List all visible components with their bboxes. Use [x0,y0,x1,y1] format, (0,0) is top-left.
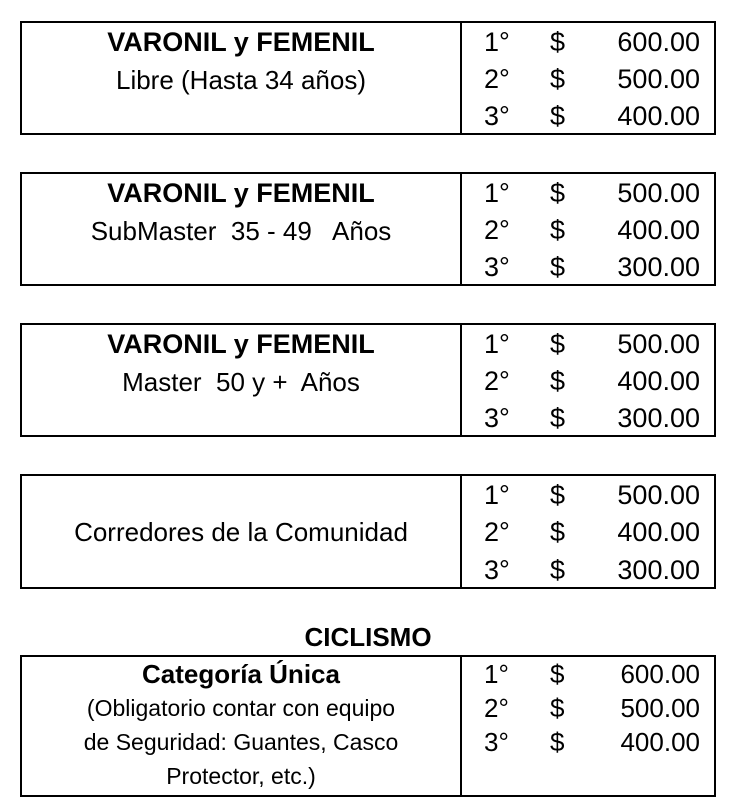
prize-block-master [20,323,716,437]
prize-place: 1° [484,659,509,689]
prize-currency: $ [550,659,565,689]
prize-amount: 400.00 [617,101,700,131]
prize-row [462,23,714,61]
prize-amount: 500.00 [617,329,700,359]
prize-block-libre [20,21,716,135]
prize-currency: $ [550,517,566,547]
prize-amount: 300.00 [617,403,700,433]
prize-amount: 500.00 [620,693,700,723]
prize-row [462,248,714,286]
prize-row [462,97,714,135]
category-note-line: de Seguridad: Guantes, Casco [83,729,399,755]
prize-currency: $ [550,27,566,57]
prize-amount: 500.00 [617,178,700,208]
prize-row [462,725,714,759]
prize-amount: 400.00 [617,215,700,245]
category-subtitle: Master 50 y + Años [122,367,360,397]
prize-block-ciclismo [20,655,716,797]
prize-place: 1° [484,27,510,57]
prizes-cell [462,476,714,587]
prize-currency: $ [550,403,566,433]
prize-row [462,399,714,437]
prize-place: 2° [484,215,510,245]
category-cell [22,23,462,133]
prize-row [462,60,714,98]
category-title: Categoría Única [142,659,340,689]
prize-currency: $ [550,727,565,757]
prize-block-submaster [20,172,716,286]
prizes-cell [462,23,714,133]
prize-place: 3° [484,252,510,282]
prize-place: 3° [484,555,510,585]
category-cell [22,657,462,795]
category-note-line: (Obligatorio contar con equipo [86,695,396,721]
prize-row [462,325,714,363]
prize-row [462,513,714,551]
prize-row [462,211,714,249]
prize-currency: $ [550,101,566,131]
prize-place: 3° [484,727,509,757]
category-cell [22,476,462,587]
category-subtitle: Corredores de la Comunidad [74,516,408,547]
prize-row [462,657,714,691]
prize-currency: $ [550,252,566,282]
prize-place: 2° [484,693,509,723]
prize-currency: $ [550,178,566,208]
prize-place: 3° [484,403,510,433]
prize-amount: 400.00 [617,366,700,396]
prizes-cell [462,325,714,435]
category-note-line: Protector, etc.) [166,763,316,789]
category-subtitle: Libre (Hasta 34 años) [115,65,367,95]
prize-place: 2° [484,64,510,94]
prize-currency: $ [550,480,566,510]
prize-amount: 600.00 [620,659,700,689]
prize-currency: $ [550,64,566,94]
category-title: VARONIL y FEMENIL [107,329,375,359]
prize-amount: 500.00 [617,480,700,510]
prize-row [462,551,714,589]
category-cell [22,325,462,435]
prizes-cell [462,174,714,284]
prizes-cell [462,657,714,795]
prize-row [462,691,714,725]
prize-currency: $ [550,215,566,245]
prize-amount: 600.00 [617,27,700,57]
prize-currency: $ [550,366,566,396]
prize-currency: $ [550,555,566,585]
prize-place: 2° [484,366,510,396]
prize-amount: 400.00 [620,727,700,757]
category-subtitle: SubMaster 35 - 49 Años [90,216,392,246]
category-title: VARONIL y FEMENIL [107,178,375,208]
prize-amount: 300.00 [617,555,700,585]
prize-place: 2° [484,517,510,547]
prize-place: 1° [484,178,510,208]
section-heading-ciclismo: CICLISMO [304,622,432,652]
prize-place: 1° [484,480,510,510]
prize-place: 1° [484,329,510,359]
prize-amount: 300.00 [617,252,700,282]
prize-currency: $ [550,693,565,723]
category-title: VARONIL y FEMENIL [107,27,375,57]
prize-amount: 400.00 [617,517,700,547]
prize-row [462,174,714,212]
prize-block-comunidad [20,474,716,589]
prize-place: 3° [484,101,510,131]
prize-currency: $ [550,329,566,359]
category-cell [22,174,462,284]
prize-row [462,362,714,400]
prize-row [462,476,714,514]
prize-amount: 500.00 [617,64,700,94]
